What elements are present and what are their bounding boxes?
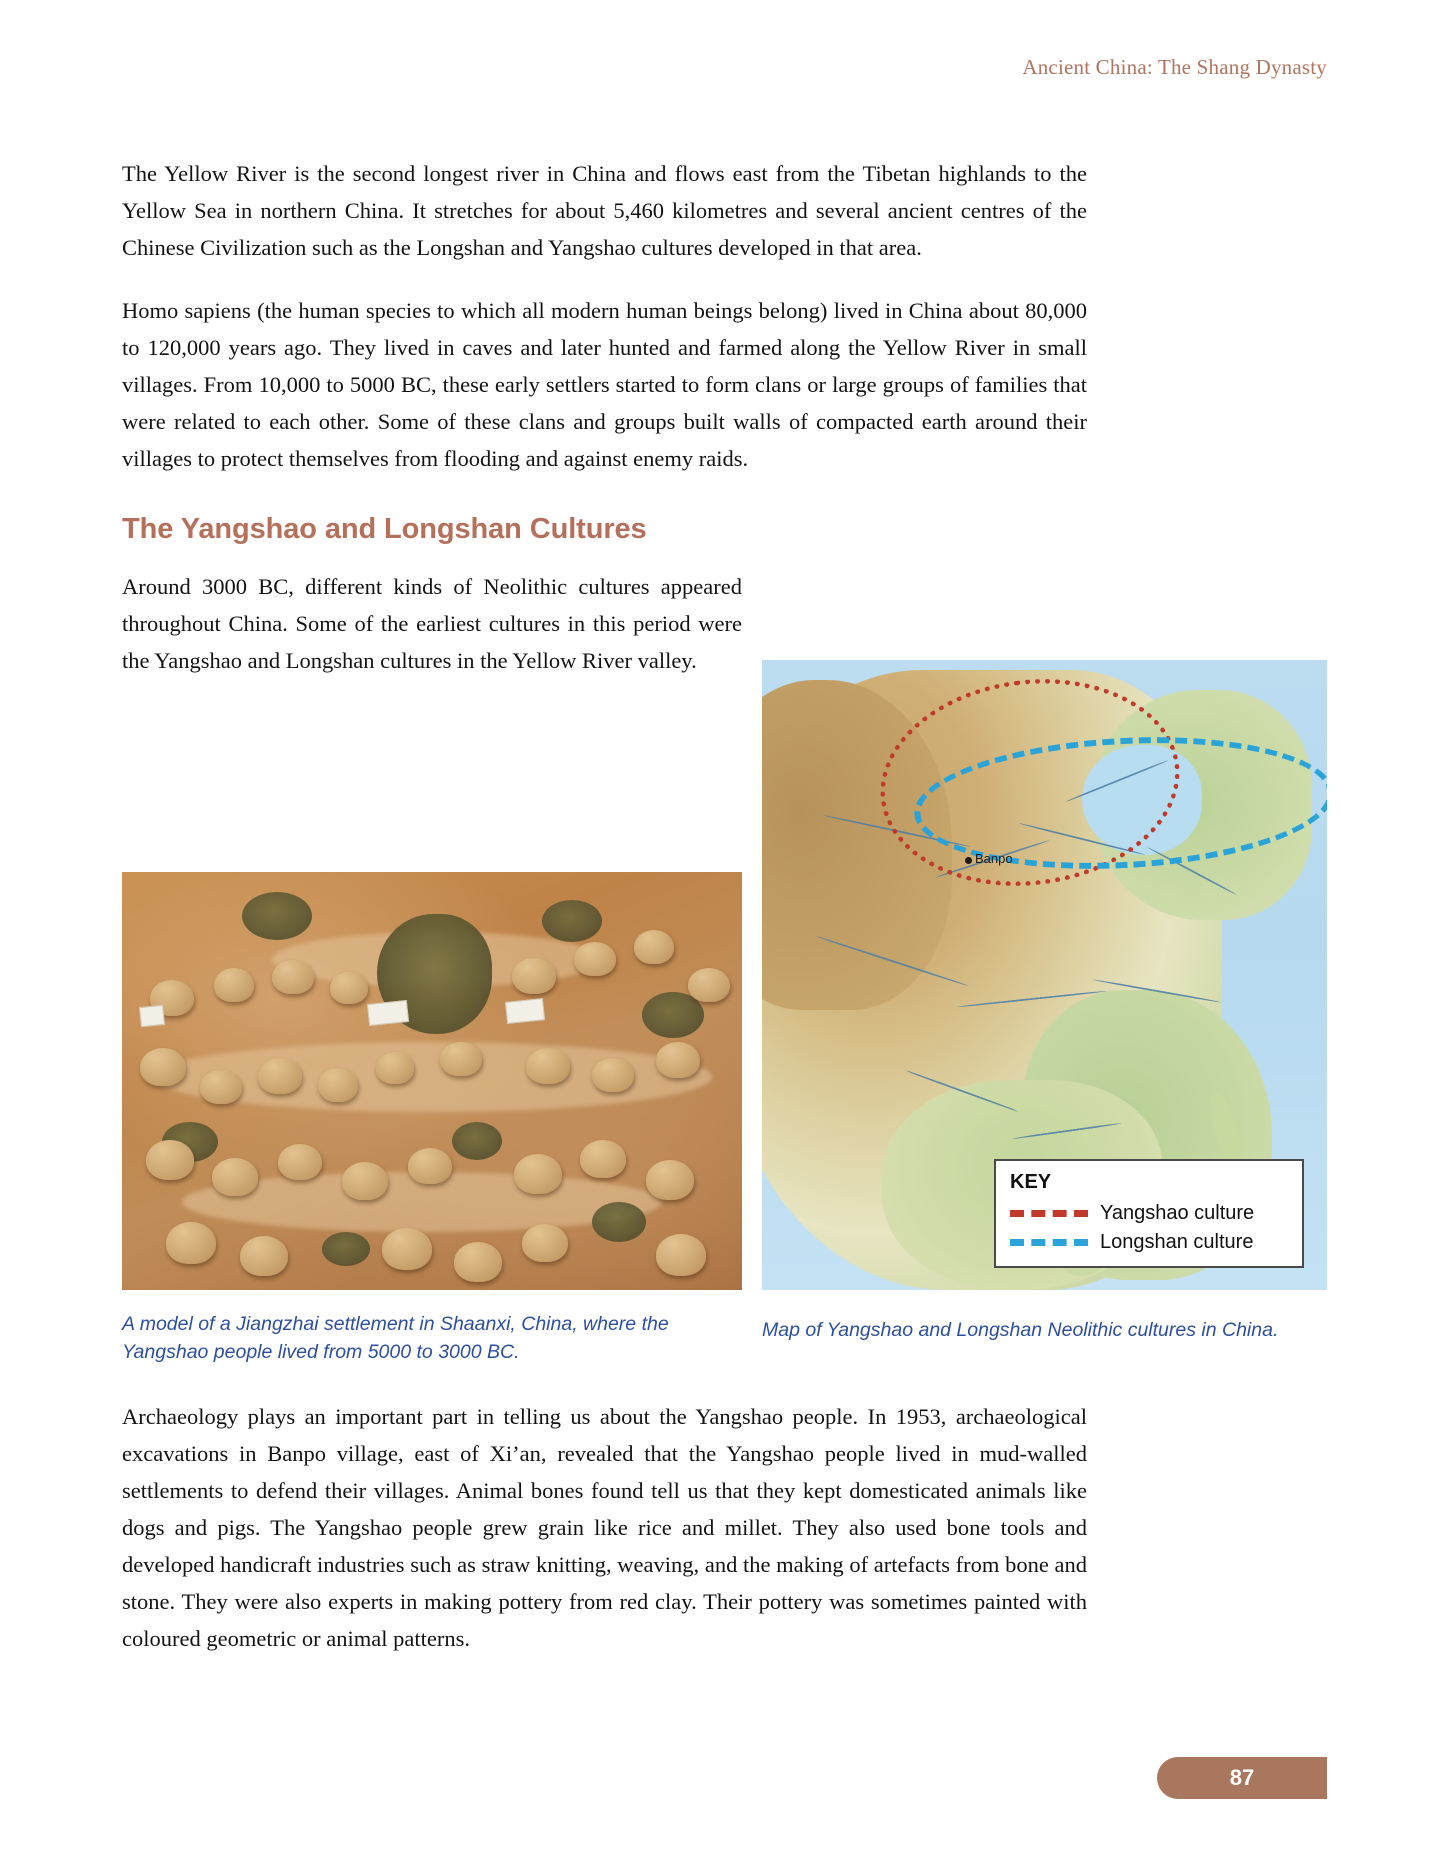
photo-hut xyxy=(318,1068,358,1102)
map-legend-title: KEY xyxy=(1010,1171,1052,1193)
settlement-model-photo xyxy=(122,872,742,1290)
photo-hut xyxy=(272,960,314,994)
photo-hut xyxy=(330,972,368,1004)
dashed-line-icon xyxy=(1010,1210,1088,1217)
figure-map xyxy=(762,660,1327,1290)
photo-hut xyxy=(140,1048,186,1086)
main-content-upper xyxy=(122,155,1087,679)
dashed-line-icon xyxy=(1010,1239,1088,1246)
body-paragraph-2: Homo sapiens (the human species to which all modern human beings belong) lived in China about 80,000 to 120,000 years ago. They lived in caves and later hunted and farmed along the Yellow River in small villages. From 10,000 to 5000 BC, these early settlers started to form clans or large groups of families that were related to each other. Some of these clans and groups built walls of compacted earth around their villages to protect themselves from flooding and against enemy raids. xyxy=(122,298,1087,471)
main-content-lower xyxy=(122,1398,1087,1683)
photo-info-sign xyxy=(367,1000,409,1026)
photo-hut xyxy=(166,1222,216,1264)
photo-hut xyxy=(278,1144,322,1180)
photo-hut xyxy=(146,1140,194,1180)
page-number-tab xyxy=(1157,1757,1327,1799)
photo-hut xyxy=(592,1058,634,1092)
photo-hut xyxy=(574,942,616,976)
photo-hut xyxy=(656,1042,700,1078)
photo-hut xyxy=(522,1224,568,1262)
legend-entry-yangshao xyxy=(1010,1202,1288,1225)
map-image xyxy=(762,660,1327,1290)
map-legend-key xyxy=(994,1159,1304,1268)
photo-hut xyxy=(342,1162,388,1200)
section-heading: The Yangshao and Longshan Cultures xyxy=(122,513,647,545)
photo-info-sign xyxy=(505,998,545,1024)
photo-hut xyxy=(454,1242,502,1282)
photo-hut xyxy=(688,968,730,1002)
photo-hut xyxy=(258,1058,302,1094)
photo-hut xyxy=(408,1148,452,1184)
figures-row xyxy=(122,660,1327,1360)
photo-hut xyxy=(512,958,556,994)
photo-bush xyxy=(592,1202,646,1242)
photo-hut xyxy=(382,1228,432,1270)
photo-hut xyxy=(580,1140,626,1178)
caption-map: Map of Yangshao and Longshan Neolithic cultures in China. xyxy=(762,1319,1279,1341)
photo-hut xyxy=(656,1234,706,1276)
legend-label-yangshao: Yangshao culture xyxy=(1100,1202,1255,1224)
photo-hut xyxy=(646,1160,694,1200)
photo-bush xyxy=(542,900,602,942)
photo-hut xyxy=(526,1048,570,1084)
legend-entry-longshan xyxy=(1010,1231,1288,1254)
photo-hut xyxy=(514,1154,562,1194)
map-city-label-banpo: Banpo xyxy=(975,851,1013,866)
caption-photo: A model of a Jiangzhai settlement in Shaanxi, China, where the Yangshao people lived from 5000 to 3000 BC. xyxy=(122,1313,669,1363)
page-number: 87 xyxy=(1229,1765,1255,1790)
body-paragraph-3: Around 3000 BC, different kinds of Neolithic cultures appeared throughout China. Some of the earliest cultures in this period were the Yangshao and Longshan cultures in the Yellow River valley. xyxy=(122,574,742,673)
photo-info-sign xyxy=(139,1005,165,1027)
body-paragraph-1: The Yellow River is the second longest river in China and flows east from the Tibetan highlands to the Yellow Sea in northern China. It stretches for about 5,460 kilometres and several ancient centres of the Chinese Civilization such as the Longshan and Yangshao cultures developed in that area. xyxy=(122,161,1087,260)
photo-hut xyxy=(212,1158,258,1196)
photo-hut xyxy=(634,930,674,964)
figure-photo xyxy=(122,872,742,1290)
map-city-marker-banpo xyxy=(965,857,972,864)
photo-hut xyxy=(440,1042,482,1076)
photo-bush xyxy=(242,892,312,940)
photo-hut xyxy=(376,1052,414,1084)
running-header-title: Ancient China: The Shang Dynasty xyxy=(1022,55,1327,79)
photo-hut xyxy=(200,1070,242,1104)
photo-bush xyxy=(452,1122,502,1160)
body-paragraph-4: Archaeology plays an important part in telling us about the Yangshao people. In 1953, archaeological excavations in Banpo village, east of Xi’an, revealed that the Yangshao people lived in mud-walled settlements to defend their villages. Animal bones found tell us that they kept domesticated animals like dogs and pigs. The Yangshao people grew grain like rice and millet. They also used bone tools and developed handicraft industries such as straw knitting, weaving, and the making of artefacts from bone and stone. They were also experts in making pottery from red clay. Their pottery was sometimes painted with coloured geometric or animal patterns. xyxy=(122,1404,1087,1651)
photo-hut xyxy=(240,1236,288,1276)
legend-label-longshan: Longshan culture xyxy=(1100,1231,1254,1253)
photo-hut xyxy=(214,968,254,1002)
photo-bush xyxy=(322,1232,370,1266)
